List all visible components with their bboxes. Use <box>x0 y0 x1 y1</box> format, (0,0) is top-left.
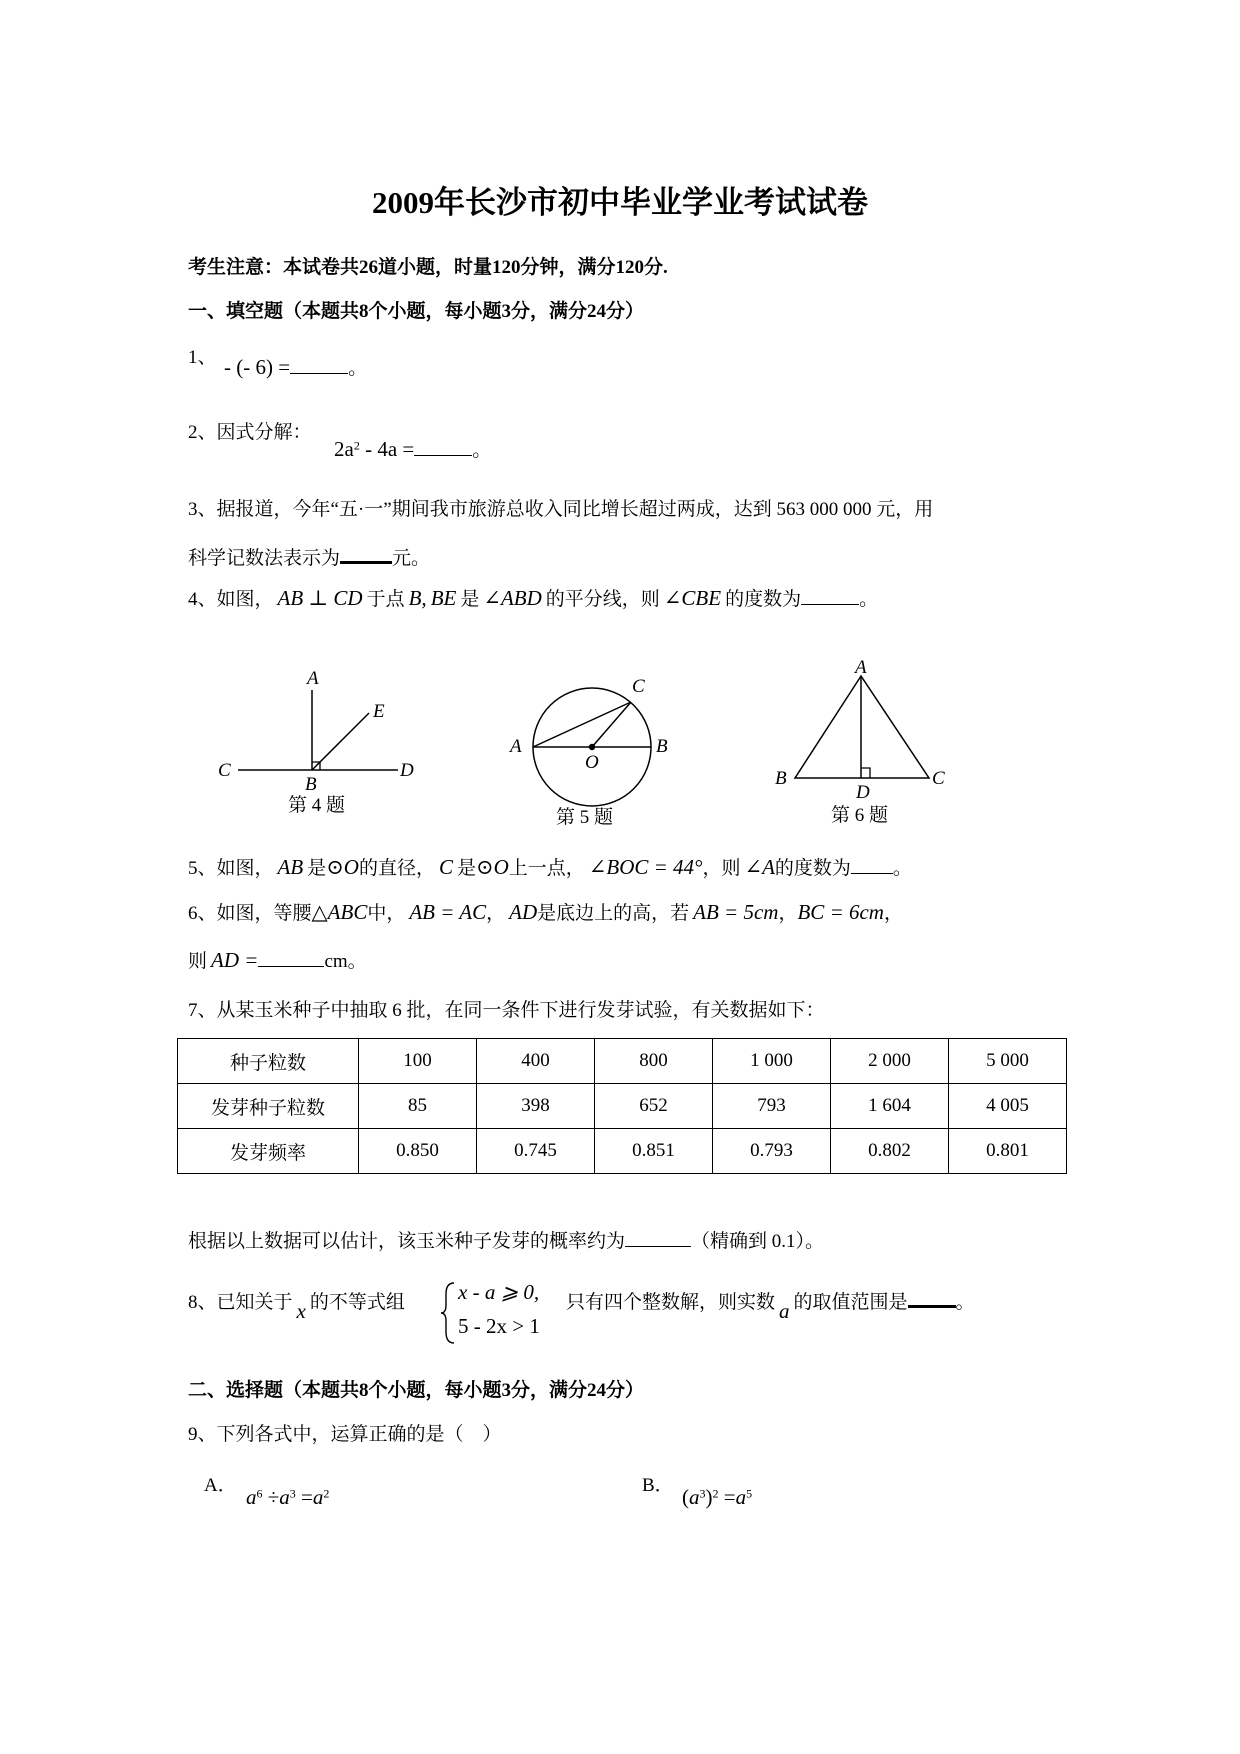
table-cell: 5 000 <box>949 1039 1067 1084</box>
figures-row <box>0 650 1240 840</box>
fig4-label-e: E <box>373 701 385 722</box>
fig4-label-d: D <box>400 760 414 781</box>
q4-math-2: B, <box>408 586 427 610</box>
q4-text-1: 4、如图， <box>188 589 274 610</box>
q5-line <box>188 853 912 880</box>
section-2-heading: 二、选择题（本题共8个小题，每小题3分，满分24分） <box>188 1380 645 1401</box>
q7-followup-text: 根据以上数据可以估计，该玉米种子发芽的概率约为 <box>188 1231 626 1252</box>
fig4-label-c: C <box>218 760 231 781</box>
q8-text-2: 的不等式组 <box>309 1292 405 1313</box>
q9-option-b-label: B． <box>642 1475 674 1496</box>
q5-text-6: ，则 <box>702 858 741 879</box>
table-cell: 100 <box>359 1039 477 1084</box>
table-cell: 4 005 <box>949 1084 1067 1129</box>
q6-text-7: 则 <box>188 951 208 972</box>
table-cell: 800 <box>595 1039 713 1084</box>
q4-text-5: 的度数为 <box>725 589 802 610</box>
q8-inequality-2: 5 - 2x > 1 <box>458 1314 540 1338</box>
q1-line <box>224 353 367 380</box>
table-cell: 398 <box>477 1084 595 1129</box>
q5-math-3: C <box>438 855 453 879</box>
q5-end: 。 <box>892 858 912 879</box>
table-cell: 0.851 <box>595 1129 713 1174</box>
q4-math-1: AB ⊥ CD <box>277 586 363 610</box>
q6-text-5: ， <box>778 903 798 924</box>
table-cell: 652 <box>595 1084 713 1129</box>
q5-math-5: ∠BOC = 44° <box>588 855 703 879</box>
q8-answer-blank <box>908 1289 956 1308</box>
q8-text-4: 的取值范围是 <box>793 1292 908 1313</box>
q5-answer-blank <box>851 857 893 874</box>
q2-exponent: 2 <box>353 438 360 453</box>
q2-line <box>334 435 491 462</box>
table-cell: 1 604 <box>831 1084 949 1129</box>
q7-answer-blank <box>625 1227 691 1247</box>
q8-left <box>188 1287 405 1323</box>
q6-math-4: AB = 5cm <box>693 900 779 924</box>
figure-4 <box>218 668 414 816</box>
q6-math-3: AD <box>509 900 538 924</box>
q8-text-3: 只有四个整数解，则实数 <box>566 1292 776 1313</box>
q9-option-b-expression: $(a^3)^2 =a^5$ <box>682 1485 753 1509</box>
q4-math-3: BE <box>430 586 457 610</box>
q8-math-a: a <box>779 1299 790 1323</box>
q6-math-6: AD = <box>211 948 259 972</box>
q5-text-1: 5、如图， <box>188 858 274 879</box>
q1-number: 1、 <box>188 347 217 368</box>
q6-math-1: △ABC <box>311 900 368 924</box>
table-cell: 种子粒数 <box>178 1039 359 1084</box>
q5-math-1: AB <box>277 855 304 879</box>
q8-text-1: 8、已知关于 <box>188 1292 293 1313</box>
q4-end: 。 <box>859 589 879 610</box>
q8-math-x: x <box>296 1299 306 1323</box>
q4-answer-blank <box>801 588 859 605</box>
germination-table <box>177 1038 1067 1174</box>
q9-option-a-label: A． <box>204 1475 237 1496</box>
q6-text-4: 是底边上的高，若 <box>537 903 690 924</box>
q6-line1 <box>188 898 903 925</box>
q7-followup-end: （精确到 0.1）。 <box>691 1231 825 1252</box>
q5-text-3: 的直径， <box>358 858 435 879</box>
q7-text: 7、从某玉米种子中抽取 6 批，在同一条件下进行发芽试验，有关数据如下： <box>188 1000 825 1021</box>
table-cell: 0.745 <box>477 1129 595 1174</box>
table-row <box>178 1084 1067 1129</box>
fig4-label-a: A <box>307 668 319 689</box>
q4-math-5: ∠CBE <box>663 586 722 610</box>
q5-text-7: 的度数为 <box>774 858 851 879</box>
page-title: 2009年长沙市初中毕业学业考试试卷 <box>372 185 868 220</box>
fig5-label-b: B <box>656 736 668 757</box>
table-cell: 0.850 <box>359 1129 477 1174</box>
exam-notice: 考生注意：本试卷共26道小题，时量120分钟，满分120分. <box>188 257 668 278</box>
q4-line <box>188 584 878 611</box>
table-cell: 0.802 <box>831 1129 949 1174</box>
fig5-center-dot <box>589 744 595 750</box>
q4-text-3: 是 <box>460 589 480 610</box>
q9-text: 9、下列各式中，运算正确的是（ ） <box>188 1424 502 1445</box>
q8-end: 。 <box>955 1292 975 1313</box>
q2-prefix: 2、因式分解： <box>188 422 312 443</box>
q3-end: 元。 <box>392 548 431 569</box>
fig6-caption: 第 6 题 <box>831 805 889 826</box>
q8-inequality-1: x - a ⩾ 0, <box>458 1280 540 1304</box>
fig4-caption: 第 4 题 <box>288 795 346 816</box>
q4-math-4: ∠ABD <box>483 586 542 610</box>
q2-expr-a: 2a <box>334 437 354 461</box>
q2-answer-blank <box>414 439 472 456</box>
q1-end: 。 <box>348 358 368 379</box>
fig6-label-b: B <box>775 768 787 789</box>
q2-end: 。 <box>472 440 492 461</box>
fig6-triangle <box>795 676 929 778</box>
q3-text: 科学记数法表示为 <box>188 548 341 569</box>
q3-line2 <box>188 542 430 570</box>
q3-answer-blank <box>340 542 392 564</box>
table-row <box>178 1039 1067 1084</box>
q4-text-2: 于点 <box>366 589 405 610</box>
fig6-label-a: A <box>855 657 867 678</box>
table-cell: 0.793 <box>713 1129 831 1174</box>
q5-text-4: 是 <box>456 858 476 879</box>
fig4-label-b: B <box>305 774 317 795</box>
q8-right <box>566 1287 975 1323</box>
table-cell: 发芽种子粒数 <box>178 1084 359 1129</box>
q6-text-6: ， <box>883 903 903 924</box>
q1-answer-blank <box>290 357 348 374</box>
table-row <box>178 1129 1067 1174</box>
table-cell: 0.801 <box>949 1129 1067 1174</box>
fig6-right-angle-mark <box>861 768 870 778</box>
fig5-label-c: C <box>632 676 645 697</box>
q5-text-5: 上一点， <box>508 858 585 879</box>
fig5-radius-oc <box>592 702 631 747</box>
q4-text-4: 的平分线，则 <box>545 589 660 610</box>
q5-math-2: ⊙O <box>326 855 359 879</box>
section-1-heading: 一、填空题（本题共8个小题，每小题3分，满分24分） <box>188 301 645 322</box>
fig5-label-o: O <box>585 752 599 773</box>
figure-5 <box>508 676 668 828</box>
q6-text-2: 中， <box>367 903 406 924</box>
fig5-caption: 第 5 题 <box>556 807 614 828</box>
q1-expression: - (- 6) = <box>224 355 291 379</box>
q3-line1: 3、据报道，今年“五·一”期间我市旅游总收入同比增长超过两成，达到 563 000 000 元，用 <box>188 499 934 520</box>
fig6-label-d: D <box>856 782 870 803</box>
q6-math-2: AB = AC <box>409 900 487 924</box>
fig5-label-a: A <box>510 736 522 757</box>
table-cell: 793 <box>713 1084 831 1129</box>
q2-expr-b: - 4a = <box>359 437 415 461</box>
table-cell: 1 000 <box>713 1039 831 1084</box>
q6-line2 <box>188 946 367 973</box>
table-cell: 85 <box>359 1084 477 1129</box>
table-cell: 400 <box>477 1039 595 1084</box>
table-cell: 发芽频率 <box>178 1129 359 1174</box>
table-cell: 2 000 <box>831 1039 949 1084</box>
q9-option-a-expression: $a^6 \div a^3 =a^2$ <box>246 1485 330 1509</box>
q6-text-3: ， <box>486 903 506 924</box>
fig6-label-c: C <box>932 768 945 789</box>
q6-math-5: BC = 6cm <box>797 900 884 924</box>
q6-end: cm。 <box>324 951 367 972</box>
q7-followup <box>188 1226 824 1253</box>
q6-text-1: 6、如图，等腰 <box>188 903 312 924</box>
q5-math-6: ∠A <box>744 855 775 879</box>
q6-answer-blank <box>258 950 324 967</box>
q8-brace <box>440 1280 460 1346</box>
q5-math-4: ⊙O <box>476 855 509 879</box>
q5-text-2: 是 <box>307 858 327 879</box>
figure-6 <box>775 657 945 826</box>
